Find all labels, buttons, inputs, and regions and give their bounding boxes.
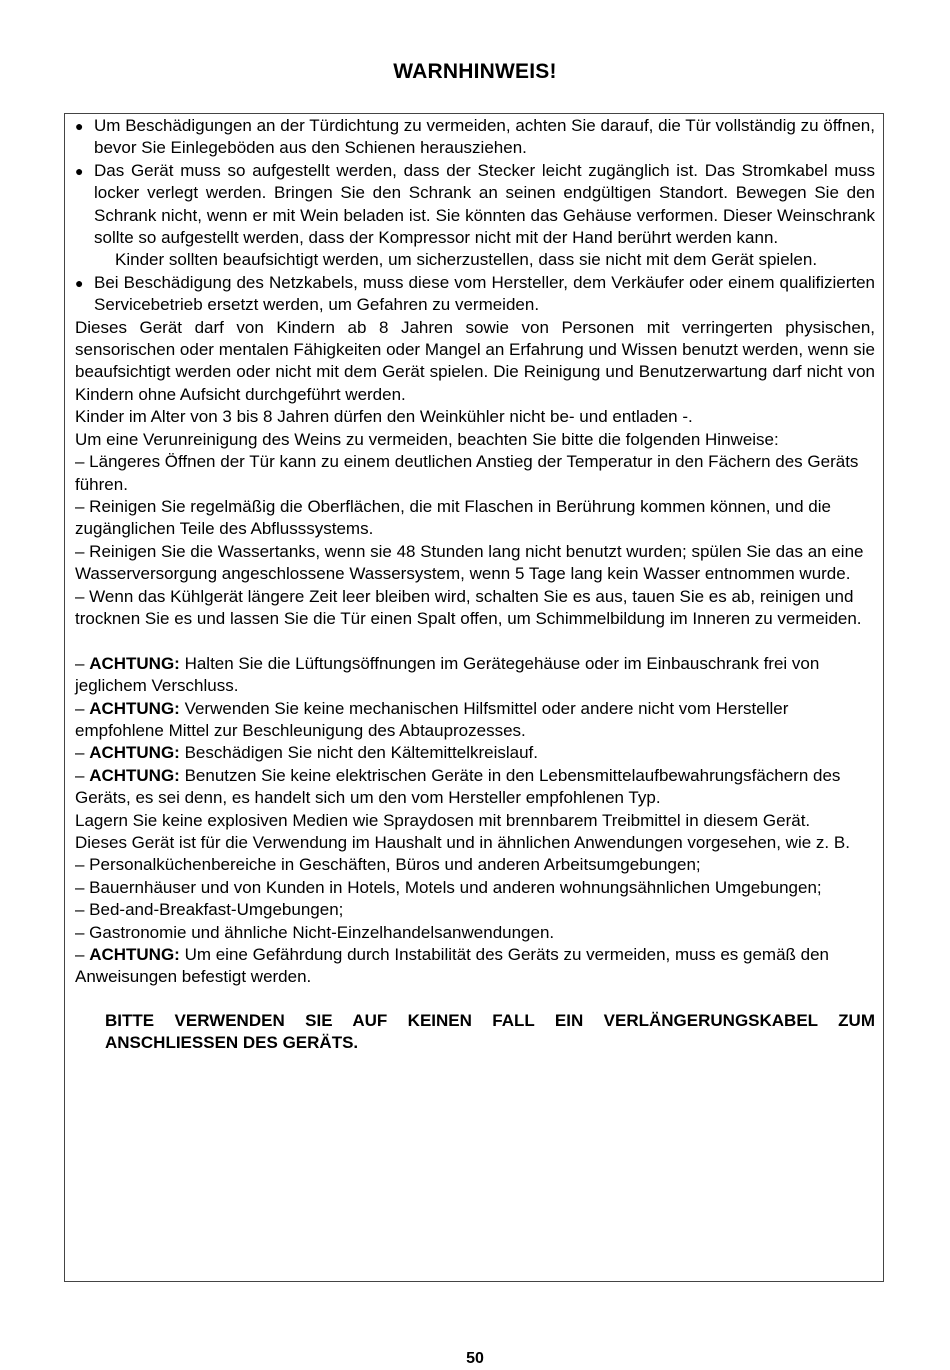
use-item: – Bed-and-Breakfast-Umgebungen; [75, 900, 344, 920]
bullet-dot-icon: ● [75, 118, 84, 134]
bullet-dot-icon: ● [75, 274, 84, 291]
children-supervision-text: Kinder sollten beaufsichtigt werden, um sicherzustellen, dass sie nicht mit dem Gerät spielen. [115, 250, 818, 270]
warning-box-content [75, 115, 875, 1054]
spacer [75, 630, 875, 652]
dash: – [75, 765, 90, 785]
hint-item: – Reinigen Sie die Wassertanks, wenn sie 48 Stunden lang nicht benutzt wurden; spülen Sie das an eine Wasserversorgung angeschlossene Wassersystem, wenn 5 Tage lang kein Wasser entnommen wurde. [75, 541, 864, 584]
attention-item [75, 765, 875, 810]
extension-cable-notice: BITTE VERWENDEN SIE AUF KEINEN FALL EIN VERLÄNGERUNGSKABEL ZUM ANSCHLIESSEN DES GERÄTS. [105, 1010, 875, 1052]
attention-label: ACHTUNG: [89, 743, 180, 763]
use-item: – Bauernhäuser und von Kunden in Hotels, Motels und anderen wohnungsähnlichen Umgebungen; [75, 877, 822, 897]
bullet-text: Bei Beschädigung des Netzkabels, muss diese vom Hersteller, dem Verkäufer oder einem qualifizierten Servicebetrieb ersetzt werden, um Gefahren zu vermeiden. [94, 272, 875, 315]
explosive-media-paragraph: Lagern Sie keine explosiven Medien wie Spraydosen mit brennbarem Treibmittel in diesem Gerät. [75, 810, 811, 830]
dash: – [75, 698, 90, 718]
dash: – [75, 743, 90, 763]
bullet-item [75, 160, 875, 250]
attention-text: Beschädigen Sie nicht den Kältemittelkreislauf. [179, 743, 538, 763]
use-item: – Personalküchenbereiche in Geschäften, Büros und anderen Arbeitsumgebungen; [75, 855, 701, 875]
attention-text: Halten Sie die Lüftungsöffnungen im Gerätegehäuse oder im Einbauschrank frei von jeglichem Verschluss. [75, 653, 820, 696]
attention-text: Verwenden Sie keine mechanischen Hilfsmittel oder andere nicht vom Hersteller empfohlene Mittel zur Beschleunigung des Abtauprozesses. [75, 698, 789, 740]
dash: – [75, 653, 90, 673]
use-item: – Gastronomie und ähnliche Nicht-Einzelhandelsanwendungen. [75, 922, 555, 942]
attention-item [75, 944, 875, 989]
attention-label: ACHTUNG: [89, 945, 180, 965]
hint-item: – Reinigen Sie regelmäßig die Oberflächen, die mit Flaschen in Berührung kommen können, und die zugänglichen Teile des Abflusssystems. [75, 496, 831, 539]
bullet-text: Das Gerät muss so aufgestellt werden, dass der Stecker leicht zugänglich ist. Das Stromkabel muss locker verlegt werden. Bringen Sie den Schrank an seinen endgültigen Standort. Bewegen Sie den Schrank nicht, wenn er mit Wein beladen ist. Sie könnten das Gehäuse verformen. Dieser Weinschrank sollte so aufgestellt werden, dass der Kompressor nicht mit der Hand berührt werden kann. [94, 160, 875, 248]
children-usage-paragraph: Dieses Gerät darf von Kindern ab 8 Jahren sowie von Personen mit verringerten physischen, sensorischen oder mentalen Fähigkeiten oder Mangel an Erfahrung und Wissen benutzt werden, wenn sie beaufsichtigt werden oder nicht mit dem Gerät spielen. Die Reinigung und Benutzerwartung darf nicht von Kindern ohne Aufsicht durchgeführt werden. [75, 317, 875, 404]
bullet-dot-icon: ● [75, 162, 84, 179]
children-loading-paragraph: Kinder im Alter von 3 bis 8 Jahren dürfen den Weinkühler nicht be- und entladen -. [75, 407, 693, 427]
attention-label: ACHTUNG: [89, 698, 180, 718]
attention-text: Benutzen Sie keine elektrischen Geräte in den Lebensmittelaufbewahrungsfächern des Geräts, es sei denn, es handelt sich um den vom Hersteller empfohlenen Typ. [75, 765, 841, 808]
bullet-item [75, 272, 875, 317]
attention-item [75, 653, 875, 698]
page-number: 50 [466, 1350, 484, 1367]
page-title: WARNHINWEIS! [393, 60, 557, 83]
contamination-intro-paragraph: Um eine Verunreinigung des Weins zu vermeiden, beachten Sie bitte die folgenden Hinweise: [75, 429, 779, 449]
bullet-text: Um Beschädigungen an der Türdichtung zu vermeiden, achten Sie darauf, die Tür vollständig zu öffnen, bevor Sie Einlegeböden aus den Schienen herausziehen. [94, 116, 875, 158]
bullet-item [75, 115, 875, 160]
attention-item [75, 698, 875, 743]
hint-item: – Wenn das Kühlgerät längere Zeit leer bleiben wird, schalten Sie es aus, tauen Sie es ab, reinigen und trocknen Sie es und lassen Sie die Tür einen Spalt offen, um Schimmelbildung im Inneren zu vermeiden. [75, 586, 862, 628]
hint-item: – Längeres Öffnen der Tür kann zu einem deutlichen Anstieg der Temperatur in den Fächern des Geräts führen. [75, 452, 859, 494]
attention-text: Um eine Gefährdung durch Instabilität des Geräts zu vermeiden, muss es gemäß den Anweisungen befestigt werden. [75, 945, 829, 987]
attention-item [75, 742, 875, 764]
household-use-paragraph: Dieses Gerät ist für die Verwendung im Haushalt und in ähnlichen Anwendungen vorgesehen, wie z. B. [75, 832, 850, 852]
attention-label: ACHTUNG: [89, 765, 180, 785]
attention-label: ACHTUNG: [89, 653, 180, 673]
dash: – [75, 945, 90, 965]
